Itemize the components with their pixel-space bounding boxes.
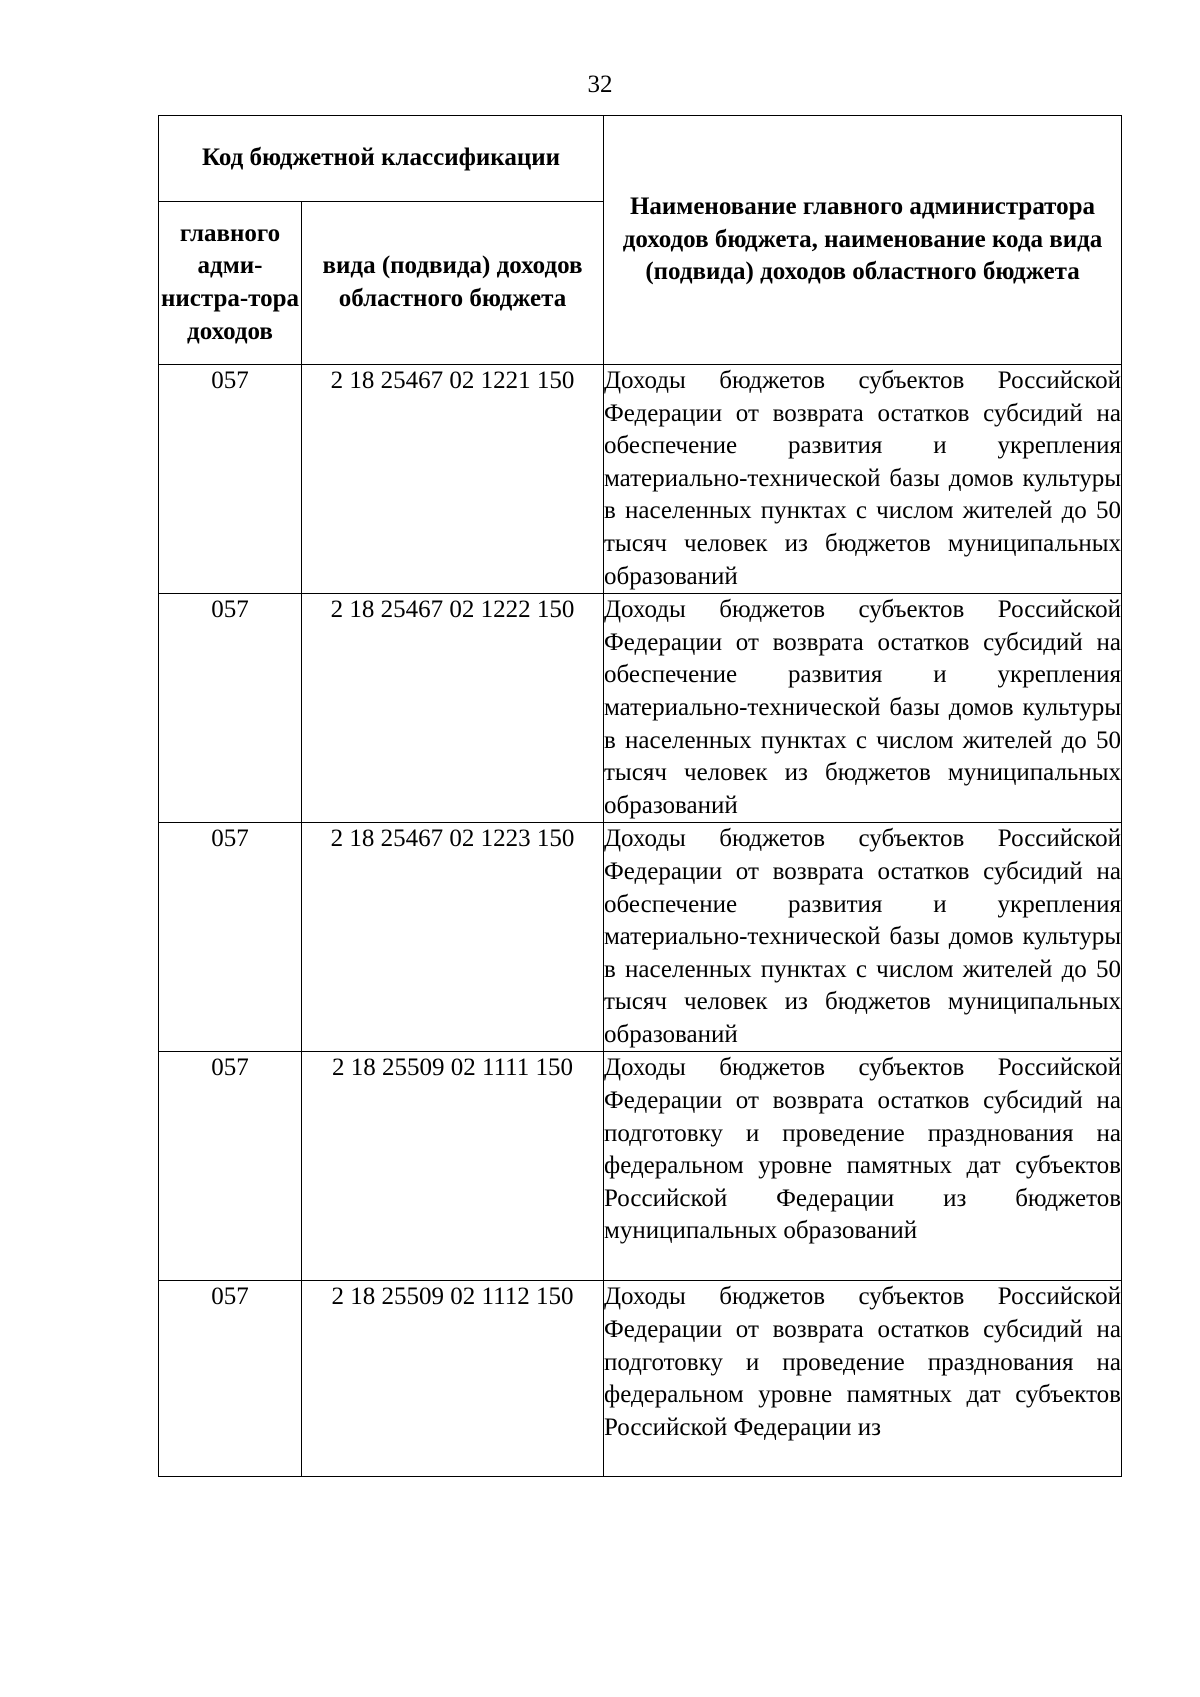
cell-administrator-code: 057: [159, 1052, 302, 1281]
budget-classification-table: [158, 115, 1122, 1477]
page-number: 32: [587, 71, 613, 98]
header-main-administrator: главного адми-нистра-тора доходов: [159, 202, 302, 365]
cell-income-code: 2 18 25509 02 1112 150: [302, 1281, 604, 1477]
cell-administrator-code: 057: [159, 365, 302, 594]
cell-income-description: Доходы бюджетов субъектов Российской Федерации от возврата остатков субсидий на обеспечение развития и укрепления материально-технической базы домов культуры в населенных пунктах с числом жителей до 50 тысяч человек из бюджетов муниципальных образований: [604, 594, 1122, 823]
cell-income-description: Доходы бюджетов субъектов Российской Федерации от возврата остатков субсидий на обеспечение развития и укрепления материально-технической базы домов культуры в населенных пунктах с числом жителей до 50 тысяч человек из бюджетов муниципальных образований: [604, 365, 1122, 594]
header-budget-classification-code: Код бюджетной классификации: [159, 116, 604, 202]
header-row-top: [159, 116, 1122, 202]
table-row: [159, 365, 1122, 594]
table-row: [159, 823, 1122, 1052]
cell-income-description: Доходы бюджетов субъектов Российской Федерации от возврата остатков субсидий на подготовку и проведение празднования на федеральном уровне памятных дат субъектов Российской Федерации из: [604, 1281, 1122, 1477]
table-row: [159, 1281, 1122, 1477]
cell-income-code: 2 18 25467 02 1222 150: [302, 594, 604, 823]
cell-administrator-code: 057: [159, 594, 302, 823]
cell-administrator-code: 057: [159, 1281, 302, 1477]
cell-income-code: 2 18 25509 02 1111 150: [302, 1052, 604, 1281]
header-administrator-name: Наименование главного администратора доходов бюджета, наименование кода вида (подвида) доходов областного бюджета: [604, 116, 1122, 365]
cell-income-description: Доходы бюджетов субъектов Российской Федерации от возврата остатков субсидий на подготовку и проведение празднования на федеральном уровне памятных дат субъектов Российской Федерации из бюджетов муниципальных образований: [604, 1052, 1122, 1281]
header-income-kind: вида (подвида) доходов областного бюджета: [302, 202, 604, 365]
table-row: [159, 594, 1122, 823]
cell-income-code: 2 18 25467 02 1221 150: [302, 365, 604, 594]
table-row: [159, 1052, 1122, 1281]
cell-income-description: Доходы бюджетов субъектов Российской Федерации от возврата остатков субсидий на обеспечение развития и укрепления материально-технической базы домов культуры в населенных пунктах с числом жителей до 50 тысяч человек из бюджетов муниципальных образований: [604, 823, 1122, 1052]
cell-administrator-code: 057: [159, 823, 302, 1052]
cell-income-code: 2 18 25467 02 1223 150: [302, 823, 604, 1052]
